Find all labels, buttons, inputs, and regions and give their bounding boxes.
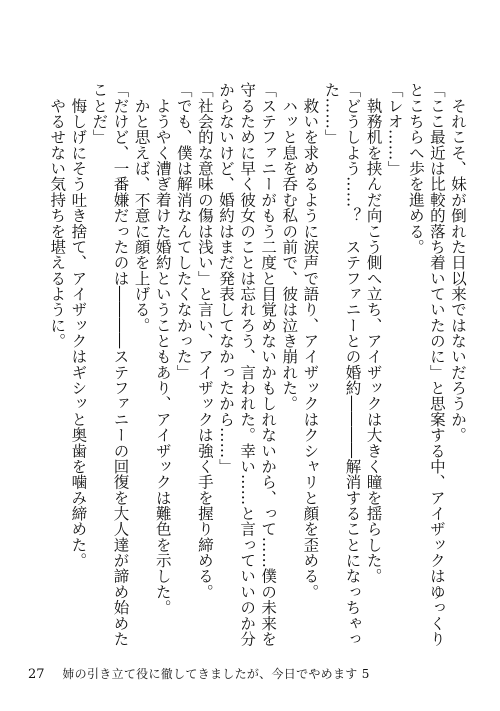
text-line: 「ここ最近は比較的落ち着いていたのに」と思案する中、アイザックはゆっくりとこちらへ歩を進める。 bbox=[406, 82, 446, 647]
body-text bbox=[30, 82, 468, 647]
text-line: 「レオ……」 bbox=[385, 82, 404, 177]
text-line: 「だけど、一番嫌だったのは――――ステファニーの回復を大人達が諦め始めたことだ」 bbox=[90, 82, 130, 647]
text-line: それこそ、妹が倒れた日以来ではないだろうか。 bbox=[449, 82, 467, 443]
text-line: 「でも、僕は解消なんてしたくなかった」 bbox=[174, 82, 193, 380]
text-line: 「どうしよう……？ ステファニーとの婚約――――解消することになっちゃった……」 bbox=[322, 82, 362, 647]
text-line: ようやく漕ぎ着けた婚約ということもあり、アイザックは難色を示した。 bbox=[153, 82, 172, 616]
text-line: 「社会的な意味の傷は浅い」と言い、アイザックは強く手を握り締める。 bbox=[195, 82, 214, 600]
text-line: やるせない気持ちを堪えるように。 bbox=[48, 82, 67, 349]
page-number: 27 bbox=[28, 667, 45, 682]
text-line: 救いを求めるように涙声で語り、アイザックはクシャリと顔を歪める。 bbox=[301, 82, 320, 600]
page-footer bbox=[28, 664, 370, 684]
text-line: ハッと息を呑む私の前で、彼は泣き崩れた。 bbox=[280, 82, 299, 412]
running-title: 姉の引き立て役に徹してきましたが、今日でやめます 5 bbox=[62, 667, 370, 681]
text-line: 「ステファニーがもう二度と目覚めないかもしれないから、って……僕の未来を守るために早く彼女のことは忘れろう、言われた。幸い……と言っていいのか分からないけど、婚約はまだ発表してなかったから……」 bbox=[216, 82, 278, 647]
text-line: 悔しげにそう吐き捨て、アイザックはギシッと奥歯を噛み締めた。 bbox=[69, 82, 88, 569]
text-line: かと思えば、不意に顔を上げる。 bbox=[132, 82, 151, 333]
text-line: 執務机を挟んだ向こう側へ立ち、アイザックは大きく瞳を揺らした。 bbox=[364, 82, 383, 584]
